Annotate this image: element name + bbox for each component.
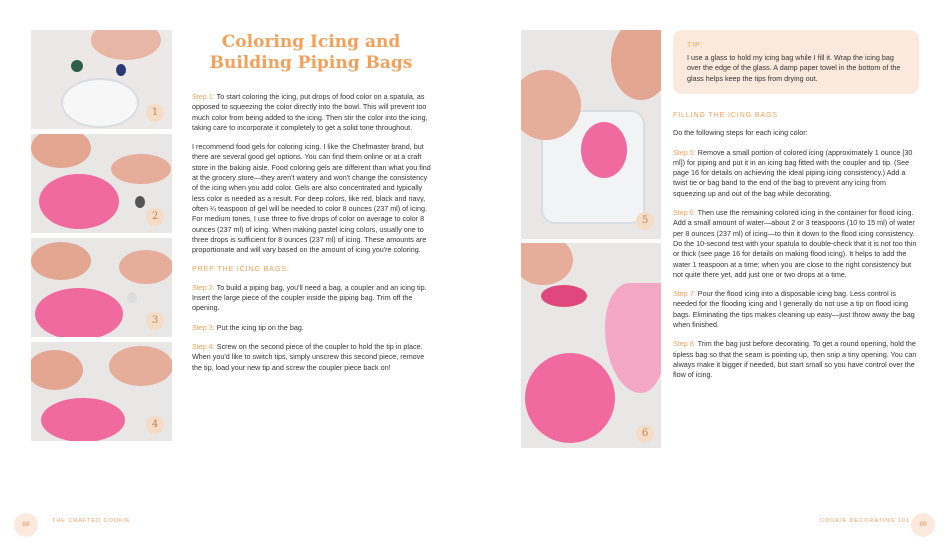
tip-label: TIP: (687, 40, 704, 49)
tip-text: I use a glass to hold my icing bag while I fill it. Wrap the icing bag over the edge of the glass. A damp paper towel in the bottom of the glass helps keep the tips from drying out. (687, 53, 901, 83)
step-3-paragraph (192, 323, 431, 333)
step-2-paragraph (192, 283, 431, 314)
title-line-1: Coloring Icing and (221, 32, 401, 52)
photo-badge-4: 4 (146, 416, 164, 434)
tip-box (673, 30, 919, 94)
page-number-left: 88 (14, 513, 38, 537)
page-number-right: 89 (911, 513, 935, 537)
step-3-text: Put the icing tip on the bag. (214, 322, 304, 332)
step-6-text: Then use the remaining colored icing in the container for flood icing. Add a small amount of water—about 2 or 3 teaspoons (10 to 15 ml) of water per 8 ounces (237 ml) of icing—to thin it down to the flood icing consistency. Do the 10-second test with your spatula to double-check that it is not too thin or thick (see page 16 for details on making flood icing). It helps to add the water 1 teaspoon at a time; when you are close to the right consistency but not quite there yet, add just one or two drops at a time. (673, 208, 917, 279)
footer-chapter-title: COOKIE DECORATING 101 (820, 518, 910, 524)
step-6-paragraph (673, 208, 920, 280)
step-2-text: To build a piping bag, you'll need a bag, a coupler and an icing tip. Insert the large piece of the coupler inside the piping bag. Trim off the opening. (192, 282, 427, 313)
step-5-paragraph (673, 148, 920, 199)
step-8-paragraph (673, 339, 920, 380)
step-1-paragraph (192, 92, 431, 133)
step-7-label: Step 7: (673, 289, 696, 299)
step-photo-2 (31, 134, 172, 233)
step-4-text: Screw on the second piece of the coupler to hold the tip in place. When you'd like to switch tips, simply unscrew this second piece, remove the tip, load your new tip and screw the coupler piece back on! (192, 341, 425, 372)
intro-paragraph: Do the following steps for each icing color: (673, 128, 808, 138)
step-photo-1 (31, 30, 172, 129)
step-photo-5 (521, 30, 661, 239)
step-3-label: Step 3: (192, 322, 215, 332)
page-title (192, 32, 430, 74)
filling-icing-bags-heading: FILLING THE ICING BAGS (673, 110, 778, 119)
step-photo-4 (31, 342, 172, 441)
left-body-text (192, 92, 431, 382)
step-8-label: Step 8: (673, 339, 696, 349)
food-gels-paragraph: I recommend food gels for coloring icing. I like the Chefmaster brand, but there are several good gel options. You can find them online or at a craft store in the baking aisle. Food coloring gels are different than what you find at the grocery store—they aren't watery and won't change the consistency of the icing when you add color. Gels are also concentrated and typically less color is needed as a result. For deep colors, like red, black and navy, often ¼ teaspoon of gel will be needed to color 8 ounces (237 ml) of icing. For medium tones, I use three to five drops of color on average to color 8 ounces (237 ml) of icing. When making pastel icing colors, usually one to three drops is sufficient for 8 ounces (237 ml) of icing. These amounts are proportionate and will vary based on the amount of icing you're coloring. (192, 142, 431, 255)
photo-badge-6: 6 (636, 425, 654, 443)
step-5-label: Step 5: (673, 147, 696, 157)
step-7-text: Pour the flood icing into a disposable icing bag. Less control is needed for the flooding icing and I generally do not use a tip on flood icing bags. Eliminating the tips makes cleaning up easy—just throw away the bag when finished. (673, 289, 915, 330)
step-4-label: Step 4: (192, 341, 215, 351)
step-1-text: To start coloring the icing, put drops of food color on a spatula, as opposed to squeezing the color directly into the bowl. This will prevent too much color from being added to the icing. Then stir the color into the icing, taking care to incorporate it completely to get a solid tone throughout. (192, 92, 428, 132)
photo-badge-3: 3 (146, 312, 164, 330)
photo-badge-1: 1 (146, 104, 164, 122)
step-4-paragraph (192, 342, 431, 373)
right-body-text (673, 110, 920, 390)
step-photo-3 (31, 238, 172, 337)
step-2-label: Step 2: (192, 282, 215, 292)
title-line-2: Building Piping Bags (209, 53, 413, 73)
photo-badge-2: 2 (146, 208, 164, 226)
step-6-label: Step 6: (673, 208, 696, 218)
step-1-label: Step 1: (192, 92, 215, 101)
step-5-text: Remove a small portion of colored icing (approximately 1 ounce [30 ml]) for piping and put it in an icing bag fitted with the coupler and tip. (See page 16 for details on achieving the ideal piping icing consistency.) Add a twist tie or bag band to the end of the bag to prevent any icing from squeezing up and out of the bag while decorating. (673, 147, 913, 198)
step-7-paragraph (673, 289, 920, 330)
photo-badge-5: 5 (636, 212, 654, 230)
step-photo-6 (521, 243, 661, 448)
footer-book-title: THE CRAFTED COOKIE (52, 518, 131, 524)
step-8-text: Trim the bag just before decorating. To get a round opening, hold the tipless bag so that the seam is pointing up, then snip a tiny opening. You can always make it bigger if needed, but start small so you have control over the flow of icing. (673, 339, 917, 380)
prep-icing-bags-heading: PREP THE ICING BAGS: (192, 264, 290, 274)
